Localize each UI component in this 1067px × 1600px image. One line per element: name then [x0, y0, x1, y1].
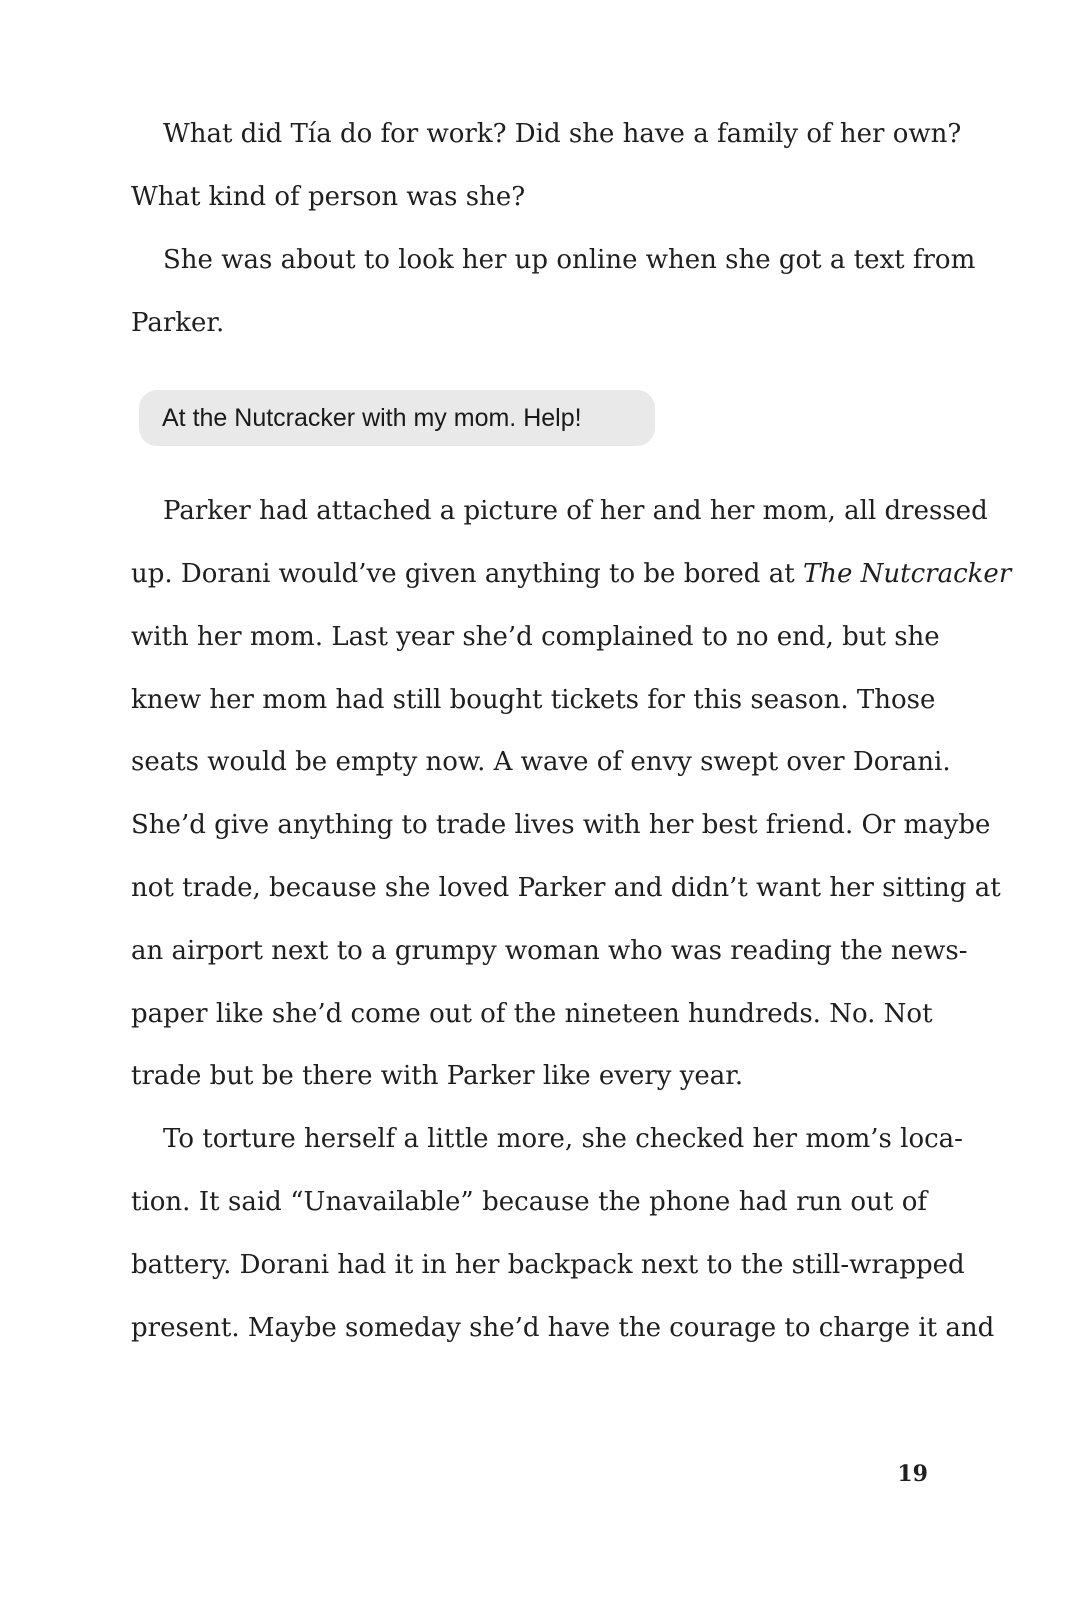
text-line: Parker had attached a picture of her and her mom, all dressed: [163, 496, 988, 526]
text-line: Parker.: [131, 308, 225, 338]
text-message-bubble: At the Nutcracker with my mom. Help!: [139, 390, 655, 446]
text-line: present. Maybe someday she’d have the courage to charge it and: [131, 1313, 995, 1343]
text-segment: up. Dorani would’ve given anything to be bored at: [131, 559, 803, 589]
book-title-italic: The Nutcracker: [802, 559, 1012, 589]
text-line: seats would be empty now. A wave of envy swept over Dorani.: [131, 747, 951, 777]
text-line: What kind of person was she?: [131, 182, 526, 212]
text-line: What did Tía do for work? Did she have a family of her own?: [163, 119, 962, 149]
text-line: knew her mom had still bought tickets for this season. Those: [131, 685, 936, 715]
text-line: To torture herself a little more, she checked her mom’s loca-: [163, 1124, 963, 1154]
page-number: 19: [897, 1461, 928, 1487]
text-line-with-title: [131, 554, 1012, 594]
text-line: She was about to look her up online when she got a text from: [163, 245, 976, 275]
text-line: trade but be there with Parker like every year.: [131, 1061, 744, 1091]
text-line: She’d give anything to trade lives with her best friend. Or maybe: [131, 810, 991, 840]
text-line: with her mom. Last year she’d complained to no end, but she: [131, 622, 940, 652]
text-line: not trade, because she loved Parker and didn’t want her sitting at: [131, 873, 1001, 903]
text-line: paper like she’d come out of the nineteen hundreds. No. Not: [131, 999, 933, 1029]
text-line: tion. It said “Unavailable” because the phone had run out of: [131, 1187, 927, 1217]
text-line: an airport next to a grumpy woman who was reading the news-: [131, 936, 968, 966]
text-line: battery. Dorani had it in her backpack next to the still-wrapped: [131, 1250, 965, 1280]
